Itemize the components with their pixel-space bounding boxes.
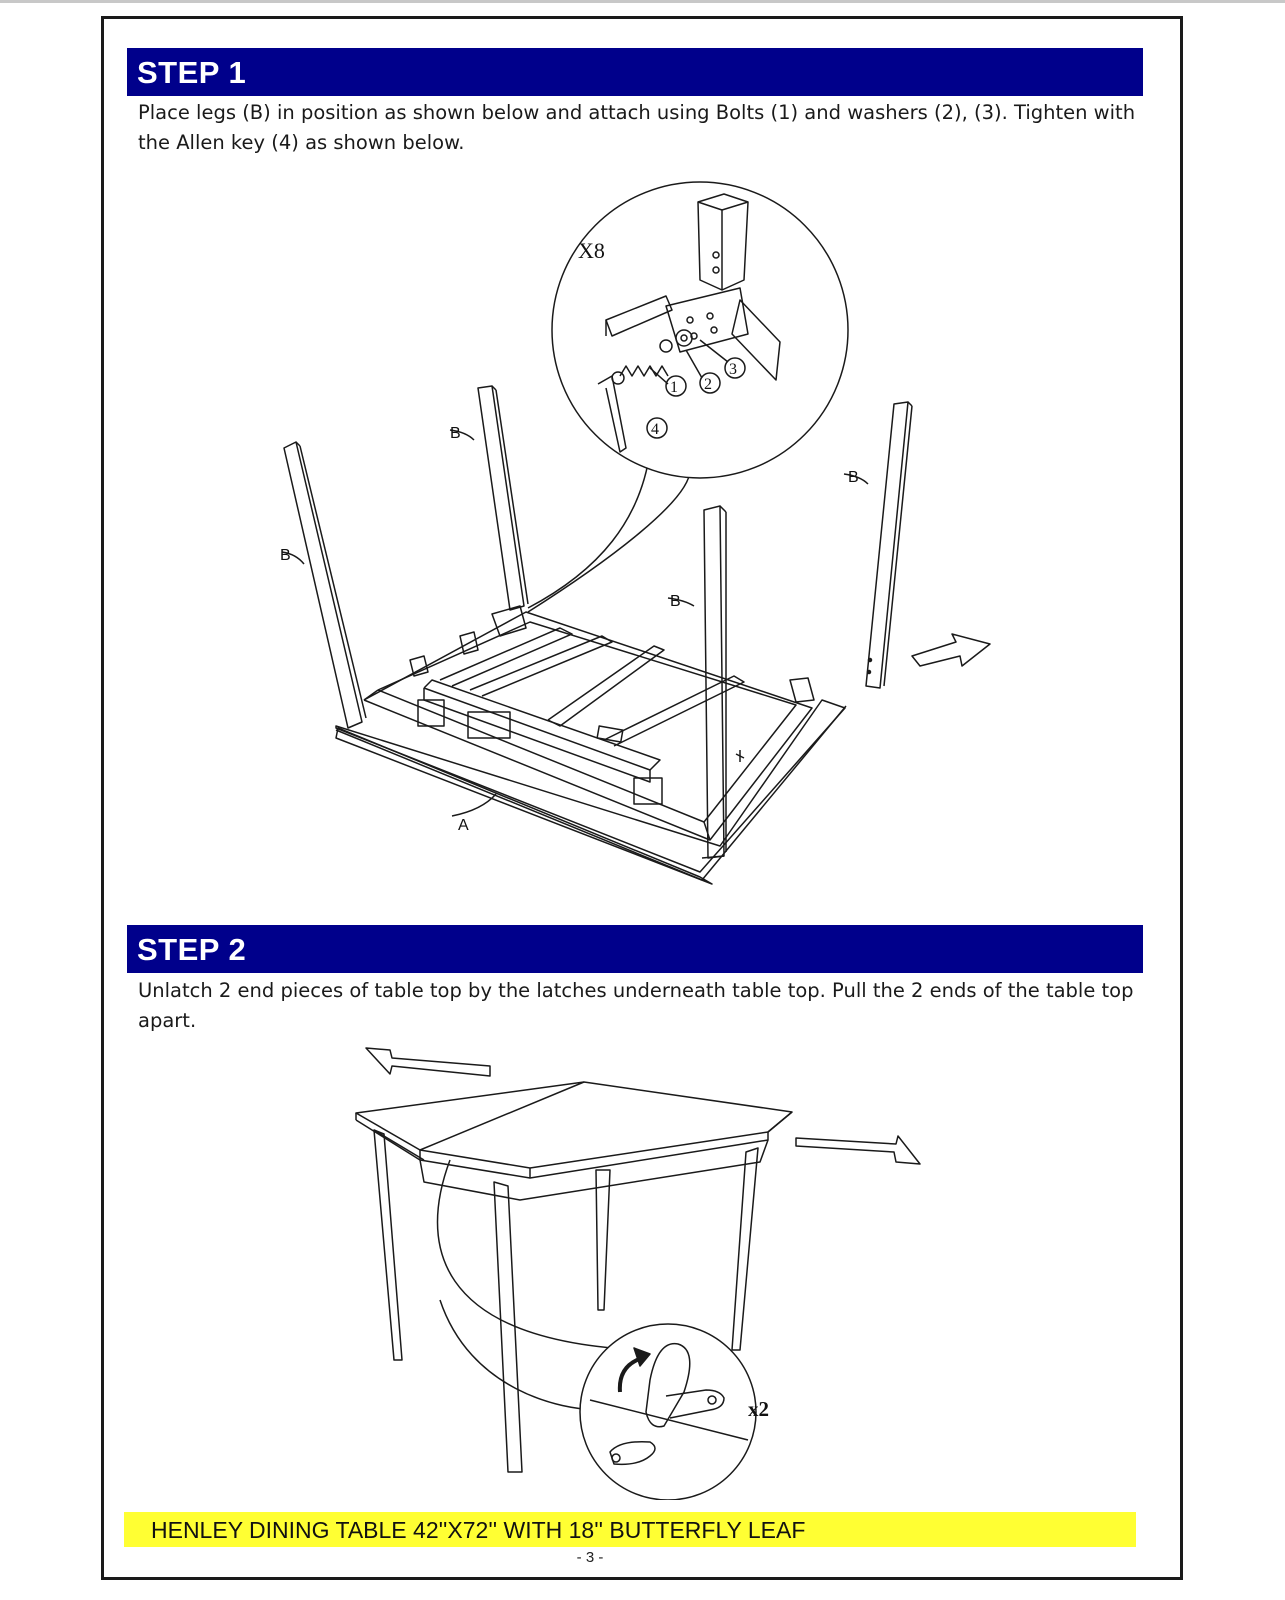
part-number-1: 1 xyxy=(670,379,678,396)
step2-header xyxy=(127,925,1143,973)
leg-label-loose: B xyxy=(848,469,859,486)
page-number: - 3 - xyxy=(576,1549,604,1566)
leg-label-left: B xyxy=(280,547,291,564)
product-footer xyxy=(124,1512,1136,1547)
step2-title: STEP 2 xyxy=(137,932,247,967)
part-number-4: 4 xyxy=(651,421,659,438)
tabletop-label: A xyxy=(458,817,469,834)
step1-instructions: Place legs (B) in position as shown below and attach using Bolts (1) and washers (2), (3). Tighten with the Allen key (4) as shown below. xyxy=(138,101,1136,154)
product-name: HENLEY DINING TABLE 42''X72'' WITH 18'' BUTTERFLY LEAF xyxy=(151,1517,806,1543)
leg-label-front: B xyxy=(670,593,681,610)
step2-illustration xyxy=(340,1030,940,1500)
page-top-rule xyxy=(0,0,1285,3)
step1-illustration xyxy=(260,180,1040,900)
step2-instructions: Unlatch 2 end pieces of table top by the latches underneath table top. Pull the 2 ends of the table top apart. xyxy=(138,979,1134,1032)
step1-quantity-label: X8 xyxy=(578,238,605,263)
step1-title: STEP 1 xyxy=(137,55,247,90)
part-number-3: 3 xyxy=(729,361,737,378)
leg-label-back: B xyxy=(450,425,461,442)
step1-header xyxy=(127,48,1143,96)
step2-quantity-label: x2 xyxy=(748,1397,769,1421)
part-number-2: 2 xyxy=(704,376,712,393)
